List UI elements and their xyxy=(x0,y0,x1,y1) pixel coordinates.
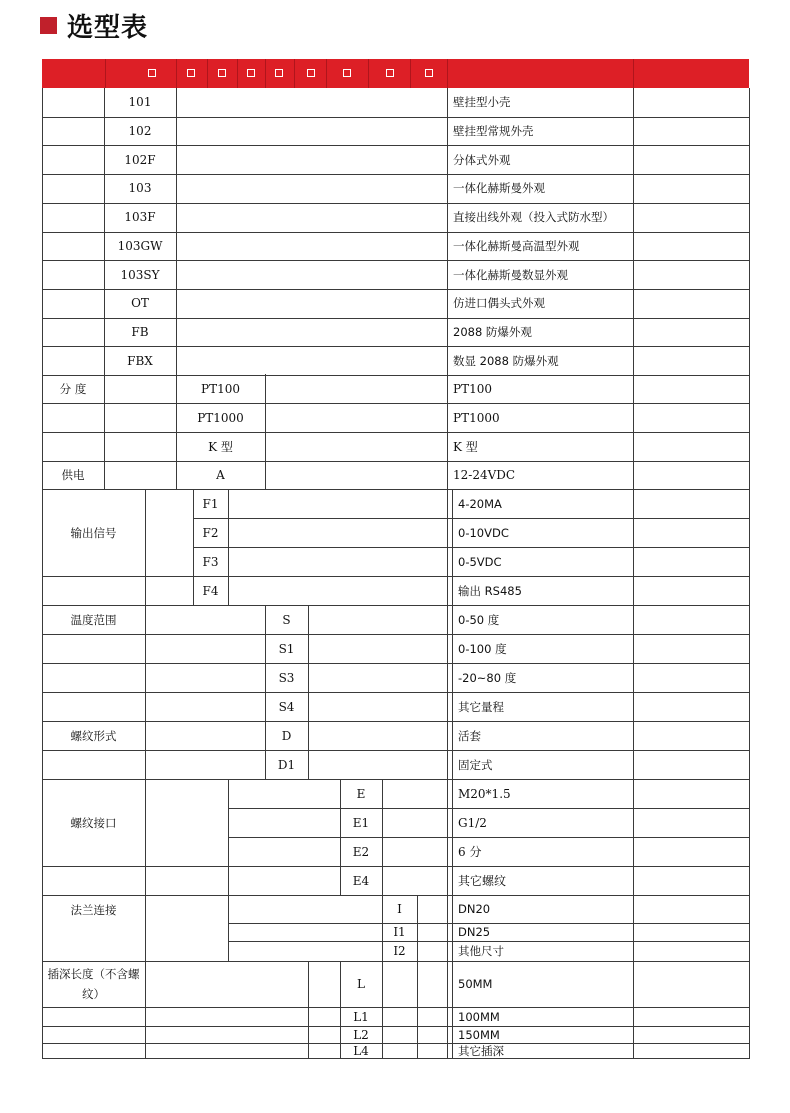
housing-desc: 壁挂型常规外壳 xyxy=(453,124,534,139)
resolution-code: PT1000 xyxy=(197,410,244,425)
resolution-desc: PT1000 xyxy=(453,410,500,425)
category-thread-form: 螺纹形式 xyxy=(70,728,117,743)
housing-desc: 分体式外观 xyxy=(453,152,511,167)
thread-form-desc: 活套 xyxy=(458,728,481,743)
housing-code: FB xyxy=(131,324,149,339)
grid-line xyxy=(104,461,105,489)
grid-line xyxy=(145,489,146,605)
depth-code: L4 xyxy=(353,1043,369,1058)
housing-code: 103F xyxy=(124,210,156,225)
depth-code: L1 xyxy=(353,1009,369,1024)
depth-code: L2 xyxy=(353,1027,369,1042)
grid-line xyxy=(633,88,634,1059)
depth-desc: 150MM xyxy=(458,1027,500,1042)
housing-code: 103SY xyxy=(120,267,160,282)
thread-port-desc: 6 分 xyxy=(458,844,482,859)
depth-desc: 100MM xyxy=(458,1009,500,1024)
grid-line xyxy=(417,895,418,961)
header-square-icon xyxy=(425,69,433,77)
grid-line xyxy=(42,489,749,490)
category-thread-port: 螺纹接口 xyxy=(70,815,117,830)
grid-line xyxy=(42,461,749,462)
thread-port-code: E4 xyxy=(352,873,370,888)
temp-desc: 其它量程 xyxy=(458,699,504,714)
header-divider xyxy=(265,59,266,88)
grid-line xyxy=(749,88,750,1059)
category-insert-depth: 插深长度（不含螺纹） xyxy=(47,967,140,1001)
housing-desc: 数显 2088 防爆外观 xyxy=(453,353,559,368)
grid-line xyxy=(42,779,749,780)
grid-line xyxy=(42,605,749,606)
depth-desc: 其它插深 xyxy=(458,1043,504,1058)
flange-desc: 其他尺寸 xyxy=(458,944,504,958)
header-divider xyxy=(447,59,448,88)
housing-code: 103GW xyxy=(117,238,163,253)
grid-line xyxy=(104,374,105,461)
grid-line xyxy=(228,895,229,961)
category-resolution: 分 度 xyxy=(59,381,87,396)
output-desc: 输出 RS485 xyxy=(458,583,522,598)
temp-code: S3 xyxy=(278,670,295,685)
grid-line xyxy=(42,1026,749,1027)
temp-code: S xyxy=(282,612,291,627)
flange-desc: DN20 xyxy=(458,902,491,916)
grid-line xyxy=(265,461,266,489)
category-output: 输出信号 xyxy=(70,525,117,540)
flange-code: I xyxy=(397,902,402,916)
header-square-icon xyxy=(218,69,226,77)
grid-line xyxy=(42,663,749,664)
grid-line xyxy=(42,432,749,433)
housing-code: 101 xyxy=(128,95,152,110)
output-code: F3 xyxy=(202,554,219,569)
housing-desc: 2088 防爆外观 xyxy=(453,324,532,339)
header-divider xyxy=(326,59,327,88)
housing-code: 102 xyxy=(128,124,152,139)
grid-line xyxy=(145,779,146,895)
header-square-icon xyxy=(187,69,195,77)
output-desc: 0-10VDC xyxy=(458,525,509,540)
output-code: F4 xyxy=(202,583,219,598)
depth-code: L xyxy=(357,977,365,991)
temp-code: S4 xyxy=(278,699,295,714)
flange-desc: DN25 xyxy=(458,925,491,939)
output-code: F1 xyxy=(202,496,219,511)
header-square-icon xyxy=(307,69,315,77)
grid-line xyxy=(42,721,749,722)
output-desc: 0-5VDC xyxy=(458,554,502,569)
header-divider xyxy=(294,59,295,88)
grid-line xyxy=(42,576,749,577)
header-divider xyxy=(368,59,369,88)
housing-desc: 直接出线外观（投入式防水型） xyxy=(453,210,614,225)
thread-port-desc: 其它螺纹 xyxy=(458,873,507,888)
flange-code: I2 xyxy=(393,944,406,958)
grid-line xyxy=(176,88,177,374)
thread-form-desc: 固定式 xyxy=(458,757,493,772)
thread-port-code: E xyxy=(356,786,366,801)
housing-code: 103 xyxy=(128,181,152,196)
category-power: 供电 xyxy=(61,468,85,482)
housing-code: 102F xyxy=(124,152,156,167)
depth-desc: 50MM xyxy=(458,977,493,991)
grid-line xyxy=(42,1058,749,1059)
grid-line xyxy=(145,895,146,961)
thread-form-code: D1 xyxy=(277,757,296,772)
thread-port-desc: G1/2 xyxy=(458,815,487,830)
housing-desc: 壁挂型小壳 xyxy=(453,95,511,110)
header-square-icon xyxy=(386,69,394,77)
header-divider xyxy=(105,59,106,88)
grid-line xyxy=(42,634,749,635)
resolution-code: K 型 xyxy=(208,439,233,454)
grid-line xyxy=(42,692,749,693)
power-desc: 12-24VDC xyxy=(453,468,516,482)
temp-desc: 0-100 度 xyxy=(458,641,507,656)
housing-desc: 一体化赫斯曼外观 xyxy=(453,181,545,196)
header-divider xyxy=(237,59,238,88)
grid-line xyxy=(42,750,749,751)
category-temp-range: 温度范围 xyxy=(70,612,117,627)
header-square-icon xyxy=(343,69,351,77)
grid-line xyxy=(42,866,749,867)
header-square-icon xyxy=(247,69,255,77)
power-code: A xyxy=(216,468,225,482)
grid-line xyxy=(42,375,749,376)
housing-code: FBX xyxy=(127,353,153,368)
thread-port-desc: M20*1.5 xyxy=(458,786,511,801)
housing-desc: 一体化赫斯曼高温型外观 xyxy=(453,238,580,253)
temp-desc: -20~80 度 xyxy=(458,670,517,685)
output-code: F2 xyxy=(202,525,219,540)
output-desc: 4-20MA xyxy=(458,496,502,511)
header-divider xyxy=(207,59,208,88)
thread-port-code: E2 xyxy=(352,844,370,859)
grid-line xyxy=(42,1007,749,1008)
housing-code: OT xyxy=(131,296,149,311)
category-flange: 法兰连接 xyxy=(70,903,117,917)
header-square-icon xyxy=(148,69,156,77)
flange-code: I1 xyxy=(393,925,406,939)
resolution-desc: K 型 xyxy=(453,439,478,454)
resolution-desc: PT100 xyxy=(453,381,492,396)
grid-line xyxy=(265,374,266,461)
header-divider xyxy=(176,59,177,88)
grid-line xyxy=(42,403,749,404)
housing-desc: 一体化赫斯曼数显外观 xyxy=(453,267,568,282)
resolution-code: PT100 xyxy=(201,381,240,396)
thread-port-code: E1 xyxy=(352,815,370,830)
temp-desc: 0-50 度 xyxy=(458,612,500,627)
page-title: 选型表 xyxy=(67,12,149,43)
header-square-icon xyxy=(275,69,283,77)
header-divider xyxy=(633,59,634,88)
housing-desc: 仿进口偶头式外观 xyxy=(453,296,545,311)
grid-line xyxy=(42,1043,749,1044)
thread-form-code: D xyxy=(281,728,292,743)
header-divider xyxy=(410,59,411,88)
temp-code: S1 xyxy=(278,641,295,656)
grid-line xyxy=(42,961,749,962)
